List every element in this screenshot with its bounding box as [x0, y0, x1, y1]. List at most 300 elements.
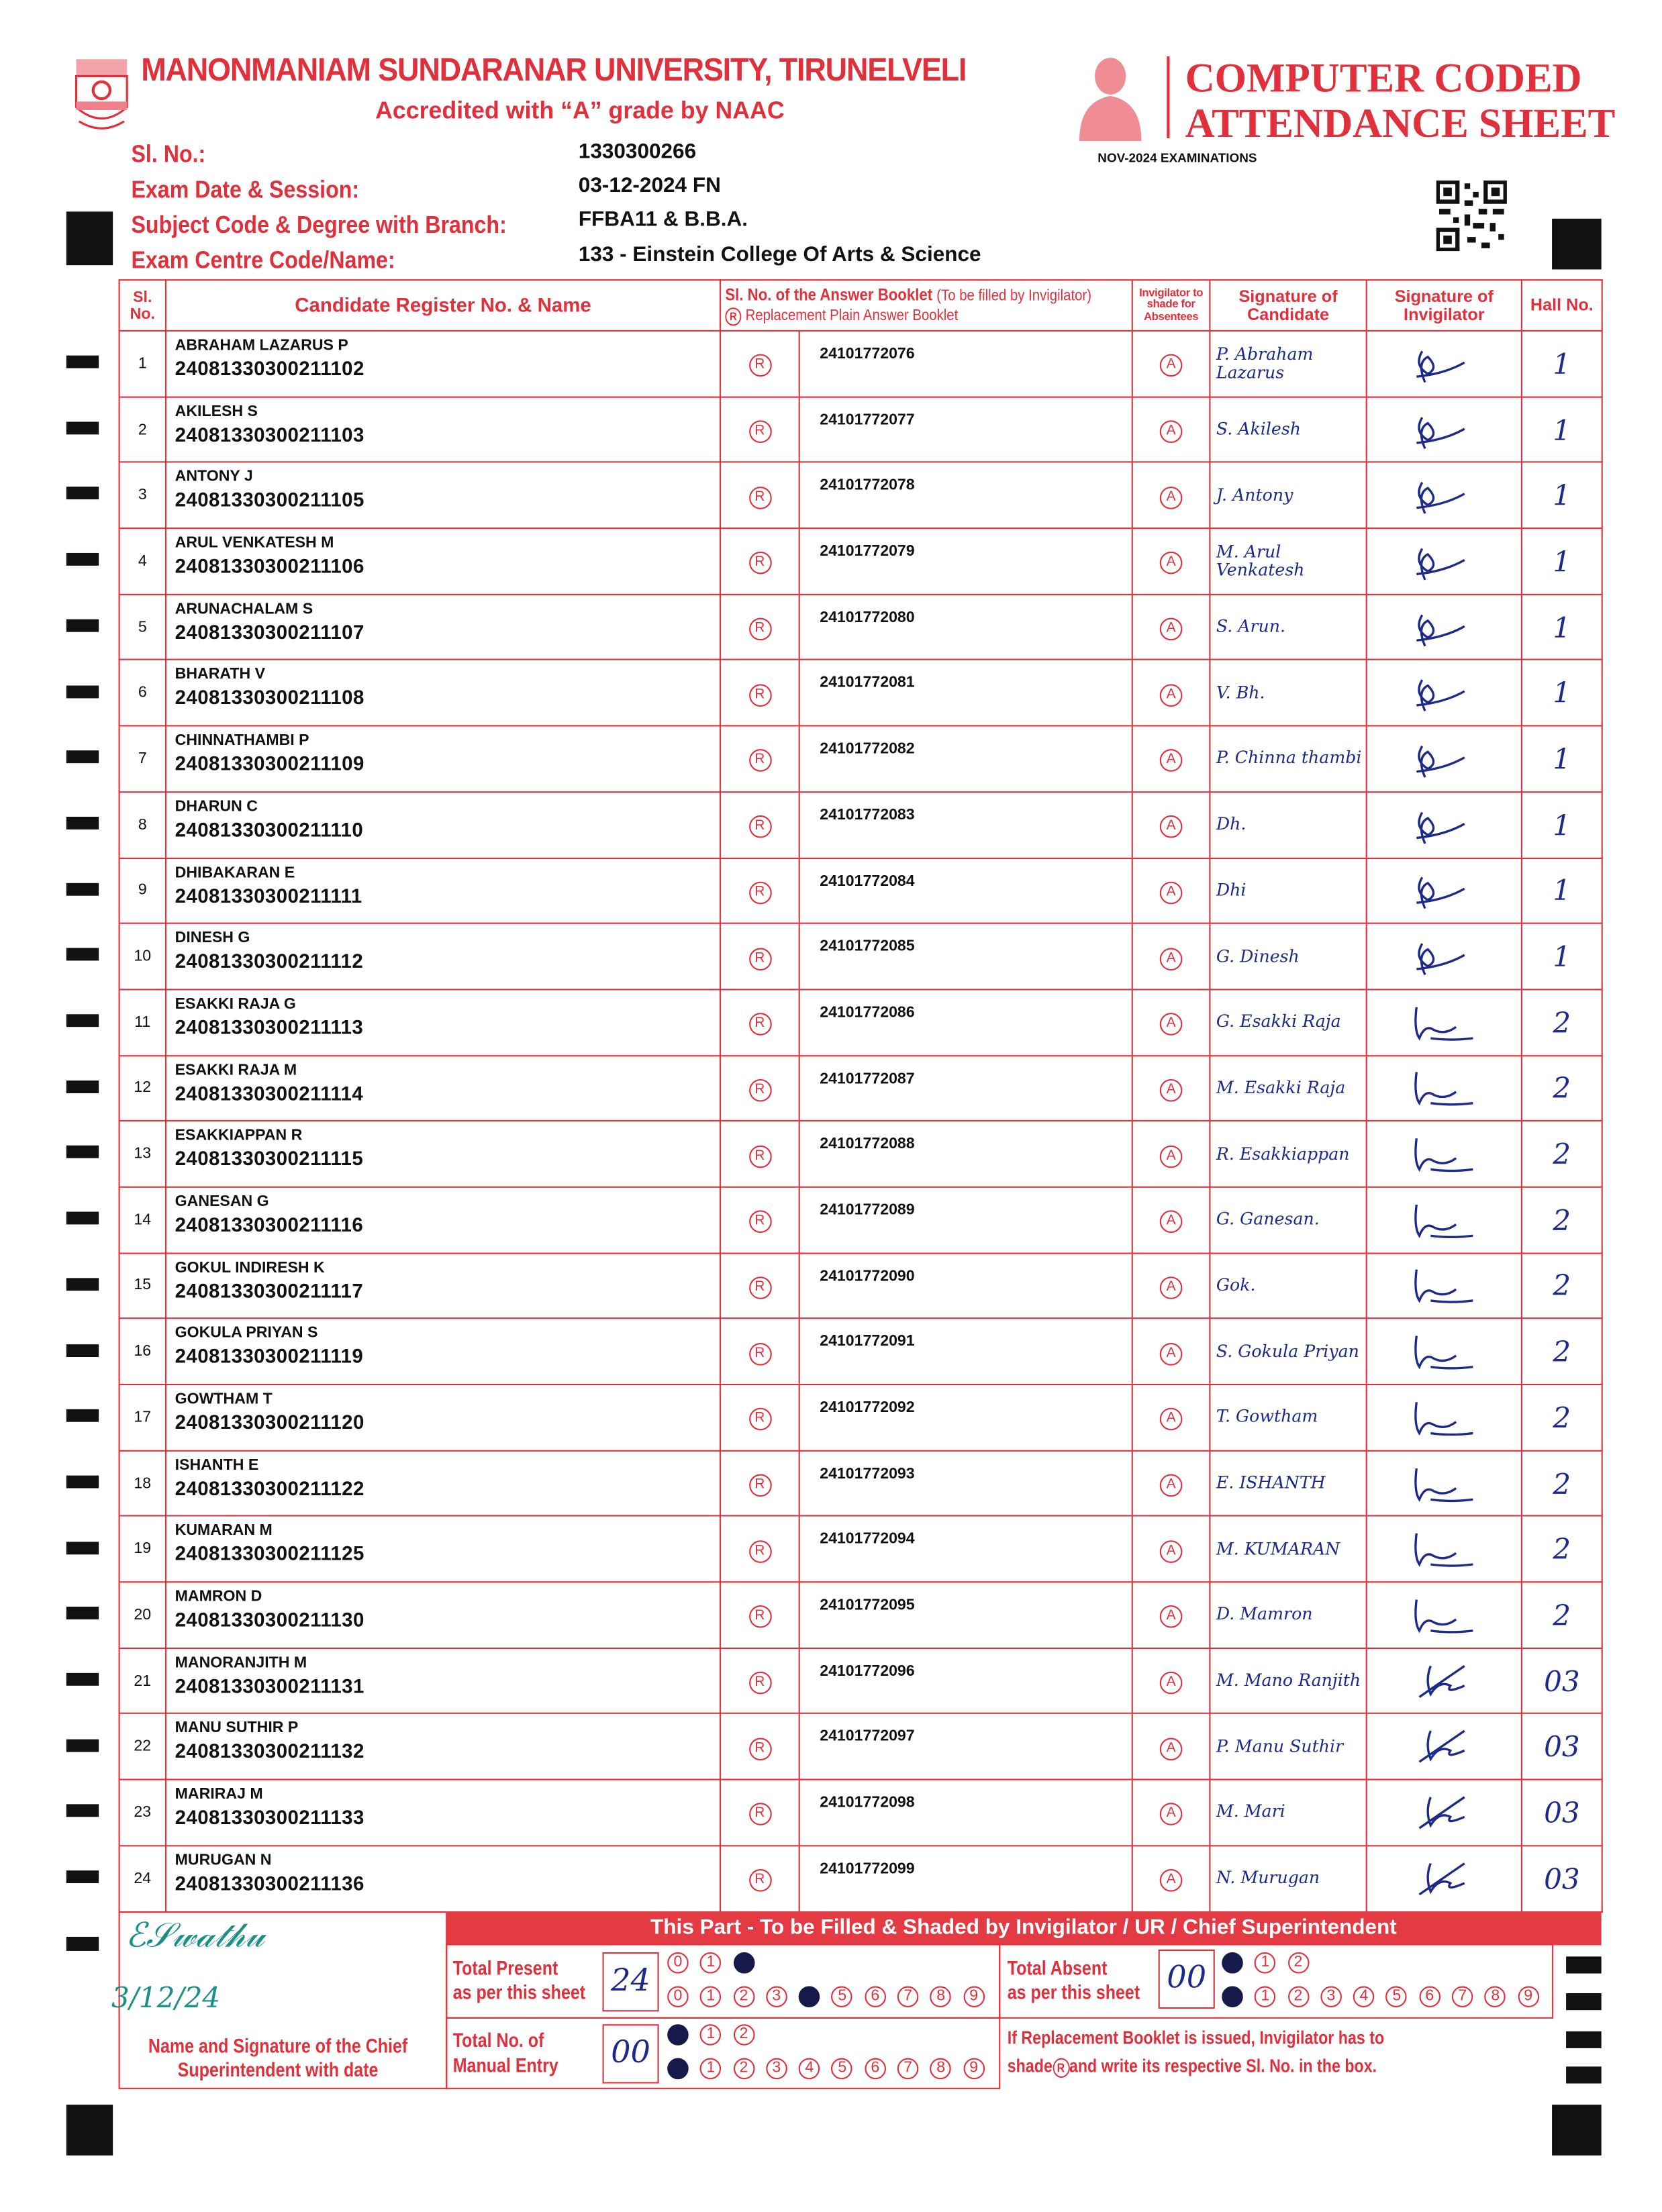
candidate-signature: E. ISHANTH — [1210, 1450, 1366, 1516]
invigilator-signature-cell — [1367, 1055, 1522, 1121]
title-line-2: ATTENDANCE SHEET — [1185, 101, 1616, 147]
digit-bubble-6[interactable]: 6 — [1419, 1986, 1440, 2007]
invigilator-signature — [1402, 1459, 1486, 1507]
booklet-no[interactable]: 24101772086 — [799, 989, 1132, 1055]
hall-no: 2 — [1522, 1385, 1602, 1450]
booklet-no[interactable]: 24101772083 — [799, 792, 1132, 858]
table-row — [119, 1648, 1602, 1714]
booklet-no[interactable]: 24101772084 — [799, 858, 1132, 923]
absent-cell — [1132, 858, 1210, 923]
register-no: 24081330300211109 — [175, 752, 364, 775]
sl-no: 8 — [119, 792, 166, 858]
replacement-bubble[interactable]: R — [748, 552, 771, 575]
replacement-cell — [720, 1319, 799, 1385]
digit-bubble-6[interactable]: 6 — [865, 2058, 886, 2080]
absent-cell — [1132, 1055, 1210, 1121]
candidate-cell — [166, 1648, 720, 1714]
divider — [1167, 56, 1169, 138]
digit-bubble-1[interactable]: 1 — [700, 1952, 722, 1974]
manual-entry-value[interactable]: 00 — [603, 2024, 659, 2083]
booklet-no[interactable]: 24101772099 — [799, 1846, 1132, 1911]
candidate-cell — [166, 923, 720, 989]
candidate-signature: P. Abraham Lazarus — [1210, 331, 1366, 397]
register-no: 24081330300211132 — [175, 1740, 364, 1763]
replacement-bubble[interactable]: R — [748, 354, 771, 377]
candidate-signature: G. Dinesh — [1210, 923, 1366, 989]
invigilator-signature-cell — [1367, 726, 1522, 792]
total-present-section — [446, 1944, 1000, 2018]
exam-date-value: 03-12-2024 FN — [578, 173, 721, 198]
centre-label: Exam Centre Code/Name: — [131, 246, 395, 274]
sl-no: 16 — [119, 1319, 166, 1385]
invigilator-signature — [1402, 1591, 1486, 1639]
absent-bubble[interactable]: A — [1160, 750, 1183, 772]
invigilator-signature-cell — [1367, 462, 1522, 528]
timing-mark — [66, 1014, 99, 1027]
absent-bubble[interactable]: A — [1160, 1474, 1183, 1497]
total-absent-units-bubbles[interactable] — [1222, 1986, 1551, 2011]
replacement-bubble[interactable]: R — [748, 1079, 771, 1102]
hall-no: 2 — [1522, 1121, 1602, 1187]
digit-bubble-0[interactable]: 0 — [1222, 1952, 1243, 1974]
replacement-bubble[interactable]: R — [748, 750, 771, 772]
invigilator-signature — [1402, 999, 1486, 1046]
total-present-sublabel: as per this sheet — [452, 1980, 586, 2003]
absent-cell — [1132, 1187, 1210, 1253]
hall-no: 2 — [1522, 1516, 1602, 1582]
total-present-units-bubbles[interactable] — [667, 1986, 996, 2011]
booklet-no[interactable]: 24101772080 — [799, 594, 1132, 660]
hall-no: 1 — [1522, 528, 1602, 594]
replacement-bubble[interactable]: R — [748, 1606, 771, 1629]
digit-bubble-4[interactable]: 4 — [799, 1986, 820, 2007]
candidate-signature: J. Antony — [1210, 462, 1366, 528]
digit-bubble-7[interactable]: 7 — [1452, 1986, 1473, 2007]
replacement-cell — [720, 858, 799, 923]
candidate-cell — [166, 1319, 720, 1385]
absent-bubble[interactable]: A — [1160, 1738, 1183, 1760]
absent-cell — [1132, 1385, 1210, 1450]
manual-entry-section — [446, 2017, 1000, 2089]
invigilator-signature-cell — [1367, 1516, 1522, 1582]
invigilator-signature-cell — [1367, 858, 1522, 923]
candidate-cell — [166, 792, 720, 858]
invigilator-signature — [1402, 405, 1486, 453]
table-row — [119, 726, 1602, 792]
digit-bubble-8[interactable]: 8 — [930, 2058, 952, 2080]
replacement-cell — [720, 1055, 799, 1121]
candidate-cell — [166, 1055, 720, 1121]
booklet-no[interactable]: 24101772089 — [799, 1187, 1132, 1253]
digit-bubble-9[interactable]: 9 — [1518, 1986, 1539, 2007]
absent-bubble[interactable]: A — [1160, 1540, 1183, 1563]
booklet-no[interactable]: 24101772082 — [799, 726, 1132, 792]
candidate-name: MURUGAN N — [175, 1852, 272, 1869]
digit-bubble-0[interactable]: 0 — [667, 1986, 689, 2007]
digit-bubble-7[interactable]: 7 — [897, 2058, 919, 2080]
candidate-signature: Gok. — [1210, 1253, 1366, 1319]
total-present-tens-bubbles[interactable] — [667, 1952, 766, 1978]
total-absent-tens-bubbles[interactable] — [1222, 1952, 1320, 1978]
invigilator-signature — [1402, 340, 1486, 387]
candidate-name: MANU SUTHIR P — [175, 1720, 299, 1738]
replacement-bubble[interactable]: R — [748, 1672, 771, 1695]
absent-bubble[interactable]: A — [1160, 1276, 1183, 1299]
replacement-cell — [720, 1450, 799, 1516]
register-no: 24081330300211113 — [175, 1015, 364, 1038]
candidate-signature: V. Bh. — [1210, 660, 1366, 726]
hall-no: 1 — [1522, 660, 1602, 726]
digit-bubble-0[interactable]: 0 — [1222, 1986, 1243, 2007]
booklet-no[interactable]: 24101772091 — [799, 1319, 1132, 1385]
candidate-name: MAMRON D — [175, 1588, 262, 1606]
header-booklet-line2 — [725, 305, 1083, 325]
absent-cell — [1132, 594, 1210, 660]
table-row — [119, 660, 1602, 726]
digit-bubble-2[interactable]: 2 — [733, 1952, 754, 1974]
booklet-no[interactable]: 24101772093 — [799, 1450, 1132, 1516]
replacement-bubble[interactable]: R — [748, 1276, 771, 1299]
exam-date-label: Exam Date & Session: — [131, 176, 360, 203]
absent-cell — [1132, 1319, 1210, 1385]
booklet-no[interactable]: 24101772085 — [799, 923, 1132, 989]
digit-bubble-9[interactable]: 9 — [963, 1986, 985, 2007]
digit-bubble-1[interactable]: 1 — [1255, 1986, 1276, 2007]
replacement-bubble[interactable]: R — [748, 1013, 771, 1036]
absent-cell — [1132, 462, 1210, 528]
invigilator-signature — [1402, 1327, 1486, 1375]
absent-bubble[interactable]: A — [1160, 1803, 1183, 1826]
register-no: 24081330300211111 — [175, 883, 362, 907]
replacement-cell — [720, 1582, 799, 1648]
hall-no: 2 — [1522, 1187, 1602, 1253]
digit-bubble-3[interactable]: 3 — [1320, 1986, 1342, 2007]
digit-bubble-1[interactable]: 1 — [700, 2024, 722, 2046]
replacement-bubble[interactable]: R — [748, 420, 771, 443]
absent-bubble[interactable]: A — [1160, 420, 1183, 443]
sl-no: 11 — [119, 989, 166, 1055]
absent-cell — [1132, 1582, 1210, 1648]
register-no: 24081330300211117 — [175, 1278, 364, 1302]
digit-bubble-2[interactable]: 2 — [733, 1986, 754, 2007]
candidate-cell — [166, 726, 720, 792]
chief-superintendent-box — [111, 1911, 448, 2089]
invigilator-signature-cell — [1367, 923, 1522, 989]
digit-bubble-2[interactable]: 2 — [1287, 1986, 1309, 2007]
booklet-no[interactable]: 24101772078 — [799, 462, 1132, 528]
absent-cell — [1132, 660, 1210, 726]
founder-portrait — [1068, 54, 1153, 141]
candidate-cell — [166, 397, 720, 462]
absent-bubble[interactable]: A — [1160, 881, 1183, 904]
booklet-no[interactable]: 24101772092 — [799, 1385, 1132, 1450]
hall-no: 2 — [1522, 989, 1602, 1055]
absent-bubble[interactable]: A — [1160, 947, 1183, 970]
total-absent-value[interactable]: 00 — [1159, 1950, 1215, 2009]
absent-cell — [1132, 397, 1210, 462]
note-rest: and write its respective Sl. No. in the box. — [1069, 2055, 1377, 2076]
invigilator-signature-cell — [1367, 1253, 1522, 1319]
absent-bubble[interactable]: A — [1160, 487, 1183, 509]
university-name: MANONMANIAM SUNDARANAR UNIVERSITY, TIRUNELVELI — [141, 50, 967, 88]
digit-bubble-1[interactable]: 1 — [700, 2058, 722, 2080]
invigilator-signature-cell — [1367, 660, 1522, 726]
candidate-signature: G. Esakki Raja — [1210, 989, 1366, 1055]
booklet-no[interactable]: 24101772088 — [799, 1121, 1132, 1187]
absent-cell — [1132, 1648, 1210, 1714]
digit-bubble-1[interactable]: 1 — [700, 1986, 722, 2007]
booklet-no[interactable]: 24101772097 — [799, 1714, 1132, 1780]
table-row — [119, 1582, 1602, 1648]
replacement-icon: R — [1053, 2058, 1069, 2078]
replacement-note-1: If Replacement Booklet is issued, Invigilator has to — [1007, 2027, 1385, 2048]
absent-bubble[interactable]: A — [1160, 815, 1183, 838]
digit-bubble-0[interactable]: 0 — [667, 2058, 689, 2080]
candidate-cell — [166, 989, 720, 1055]
sl-no: 15 — [119, 1253, 166, 1319]
replacement-bubble[interactable]: R — [748, 815, 771, 838]
table-row — [119, 858, 1602, 923]
digit-bubble-8[interactable]: 8 — [930, 1986, 952, 2007]
register-no: 24081330300211116 — [175, 1213, 364, 1236]
candidate-cell — [166, 1385, 720, 1450]
absent-cell — [1132, 1253, 1210, 1319]
digit-bubble-2[interactable]: 2 — [733, 2058, 754, 2080]
header-booklet-note: (To be filled by Invigilator) — [936, 287, 1092, 304]
register-no: 24081330300211106 — [175, 554, 364, 577]
timing-mark — [1552, 219, 1602, 270]
candidate-name: GOWTHAM T — [175, 1391, 273, 1408]
sl-no: 24 — [119, 1846, 166, 1911]
invigilator-signature — [1402, 1130, 1486, 1178]
replacement-bubble[interactable]: R — [748, 1408, 771, 1431]
timing-mark — [66, 619, 99, 632]
timing-mark — [66, 1607, 99, 1620]
invigilator-signature-cell — [1367, 989, 1522, 1055]
replacement-bubble[interactable]: R — [748, 1540, 771, 1563]
absent-bubble[interactable]: A — [1160, 1145, 1183, 1168]
invigilator-signature — [1402, 538, 1486, 585]
digit-bubble-8[interactable]: 8 — [1485, 1986, 1506, 2007]
timing-mark — [66, 751, 99, 764]
sl-no: 9 — [119, 858, 166, 923]
booklet-no[interactable]: 24101772095 — [799, 1582, 1132, 1648]
candidate-signature: T. Gowtham — [1210, 1385, 1366, 1450]
replacement-cell — [720, 1516, 799, 1582]
digit-bubble-2[interactable]: 2 — [1287, 1952, 1309, 1974]
timing-mark — [66, 487, 99, 500]
digit-bubble-5[interactable]: 5 — [832, 2058, 853, 2080]
header-booklet-line1 — [725, 284, 1092, 305]
replacement-cell — [720, 1714, 799, 1780]
digit-bubble-1[interactable]: 1 — [1255, 1952, 1276, 1974]
register-no: 24081330300211103 — [175, 422, 364, 446]
absent-bubble[interactable]: A — [1160, 684, 1183, 707]
absent-bubble[interactable]: A — [1160, 1013, 1183, 1036]
register-no: 24081330300211125 — [175, 1542, 364, 1565]
booklet-no[interactable]: 24101772094 — [799, 1516, 1132, 1582]
hall-no: 03 — [1522, 1714, 1602, 1780]
replacement-bubble[interactable]: R — [748, 618, 771, 641]
booklet-no[interactable]: 24101772079 — [799, 528, 1132, 594]
invigilator-signature-cell — [1367, 1648, 1522, 1714]
absent-bubble[interactable]: A — [1160, 618, 1183, 641]
candidate-signature: R. Esakkiappan — [1210, 1121, 1366, 1187]
manual-tens-bubbles[interactable] — [667, 2024, 766, 2050]
total-absent-label: Total Absent — [1007, 1956, 1108, 1979]
candidate-name: ESAKKI RAJA M — [175, 1061, 297, 1079]
digit-bubble-3[interactable]: 3 — [766, 2058, 787, 2080]
digit-bubble-7[interactable]: 7 — [897, 1986, 919, 2007]
timing-mark — [66, 1146, 99, 1159]
instruction-banner: This Part - To be Filled & Shaded by Invigilator / UR / Chief Superintendent — [446, 1911, 1601, 1945]
digit-bubble-2[interactable]: 2 — [733, 2024, 754, 2046]
replacement-bubble[interactable]: R — [748, 487, 771, 509]
digit-bubble-0[interactable]: 0 — [667, 1952, 689, 1974]
register-no: 24081330300211136 — [175, 1871, 364, 1895]
register-no: 24081330300211133 — [175, 1805, 364, 1829]
table-row — [119, 1253, 1602, 1319]
replacement-cell — [720, 1648, 799, 1714]
table-row — [119, 528, 1602, 594]
chief-label: Name and Signature of the Chief Superintendent with date — [148, 2033, 408, 2081]
replacement-bubble[interactable]: R — [748, 1211, 771, 1234]
table-row — [119, 1055, 1602, 1121]
digit-bubble-0[interactable]: 0 — [667, 2024, 689, 2046]
replacement-bubble[interactable]: R — [748, 947, 771, 970]
register-no: 24081330300211110 — [175, 817, 364, 841]
replacement-cell — [720, 792, 799, 858]
timing-mark — [66, 1542, 99, 1554]
candidate-signature: G. Ganesan. — [1210, 1187, 1366, 1253]
replacement-cell — [720, 660, 799, 726]
total-present-label: Total Present — [452, 1956, 558, 1979]
replacement-bubble[interactable]: R — [748, 684, 771, 707]
absent-bubble[interactable]: A — [1160, 1672, 1183, 1695]
booklet-no[interactable]: 24101772087 — [799, 1055, 1132, 1121]
digit-bubble-5[interactable]: 5 — [832, 1986, 853, 2007]
absent-bubble[interactable]: A — [1160, 1342, 1183, 1365]
invigilator-signature — [1402, 471, 1486, 519]
booklet-no[interactable]: 24101772098 — [799, 1780, 1132, 1846]
sl-no: 3 — [119, 462, 166, 528]
replacement-bubble[interactable]: R — [748, 881, 771, 904]
candidate-signature: S. Gokula Priyan — [1210, 1319, 1366, 1385]
timing-mark — [66, 1870, 99, 1883]
sl-no: 5 — [119, 594, 166, 660]
replacement-bubble[interactable]: R — [748, 1342, 771, 1365]
booklet-no[interactable]: 24101772081 — [799, 660, 1132, 726]
absent-bubble[interactable]: A — [1160, 1869, 1183, 1892]
timing-mark — [66, 356, 99, 368]
sl-no: 20 — [119, 1582, 166, 1648]
register-no: 24081330300211107 — [175, 620, 364, 643]
register-no: 24081330300211131 — [175, 1674, 364, 1697]
absent-cell — [1132, 528, 1210, 594]
timing-mark — [66, 1344, 99, 1356]
header-hall: Hall No. — [1522, 280, 1602, 331]
booklet-no[interactable]: 24101772096 — [799, 1648, 1132, 1714]
invigilator-signature-cell — [1367, 1450, 1522, 1516]
replacement-bubble[interactable]: R — [748, 1474, 771, 1497]
sl-no: 1 — [119, 331, 166, 397]
absent-bubble[interactable]: A — [1160, 552, 1183, 575]
booklet-no[interactable]: 24101772090 — [799, 1253, 1132, 1319]
timing-mark — [1566, 1993, 1602, 2010]
absent-bubble[interactable]: A — [1160, 1606, 1183, 1629]
candidate-signature: N. Murugan — [1210, 1846, 1366, 1911]
hall-no: 03 — [1522, 1780, 1602, 1846]
candidate-cell — [166, 462, 720, 528]
manual-units-bubbles[interactable] — [667, 2058, 996, 2084]
absent-bubble[interactable]: A — [1160, 354, 1183, 377]
candidate-cell — [166, 1516, 720, 1582]
replacement-bubble[interactable]: R — [748, 1145, 771, 1168]
absent-bubble[interactable]: A — [1160, 1211, 1183, 1234]
digit-bubble-6[interactable]: 6 — [865, 1986, 886, 2007]
booklet-no[interactable]: 24101772077 — [799, 397, 1132, 462]
invigilator-signature — [1402, 735, 1486, 783]
centre-value: 133 - Einstein College Of Arts & Science — [578, 242, 981, 267]
absent-bubble[interactable]: A — [1160, 1079, 1183, 1102]
sl-no: 21 — [119, 1648, 166, 1714]
sl-no: 7 — [119, 726, 166, 792]
sl-no: 23 — [119, 1780, 166, 1846]
replacement-bubble[interactable]: R — [748, 1803, 771, 1826]
digit-bubble-9[interactable]: 9 — [963, 2058, 985, 2080]
table-row — [119, 1319, 1602, 1385]
table-row — [119, 1714, 1602, 1780]
total-present-value[interactable]: 24 — [603, 1952, 659, 2011]
digit-bubble-5[interactable]: 5 — [1386, 1986, 1408, 2007]
digit-bubble-4[interactable]: 4 — [1353, 1986, 1375, 2007]
replacement-bubble[interactable]: R — [748, 1738, 771, 1760]
sl-no: 2 — [119, 397, 166, 462]
sl-no: 13 — [119, 1121, 166, 1187]
sl-no-value: 1330300266 — [578, 140, 697, 164]
sl-no: 17 — [119, 1385, 166, 1450]
register-no: 24081330300211102 — [175, 356, 364, 380]
register-no: 24081330300211105 — [175, 489, 364, 511]
sl-no: 18 — [119, 1450, 166, 1516]
candidate-cell — [166, 1846, 720, 1911]
subject-label: Subject Code & Degree with Branch: — [131, 211, 507, 239]
table-row — [119, 1450, 1602, 1516]
sl-no: 12 — [119, 1055, 166, 1121]
candidate-name: ABRAHAM LAZARUS P — [175, 337, 348, 354]
candidate-signature: D. Mamron — [1210, 1582, 1366, 1648]
digit-bubble-4[interactable]: 4 — [799, 2058, 820, 2080]
candidate-name: ARUL VENKATESH M — [175, 534, 334, 552]
replacement-note-2 — [1008, 2055, 1377, 2078]
hall-no: 1 — [1522, 858, 1602, 923]
replacement-cell — [720, 1780, 799, 1846]
candidate-name: ISHANTH E — [175, 1456, 259, 1474]
booklet-no[interactable]: 24101772076 — [799, 331, 1132, 397]
replacement-bubble[interactable]: R — [748, 1869, 771, 1892]
candidate-name: DHIBAKARAN E — [175, 864, 295, 881]
absent-bubble[interactable]: A — [1160, 1408, 1183, 1431]
sl-no: 19 — [119, 1516, 166, 1582]
qr-code — [1436, 181, 1507, 251]
absent-cell — [1132, 1714, 1210, 1780]
chief-date: 3/12/24 — [111, 1980, 221, 2015]
candidate-name: GANESAN G — [175, 1193, 269, 1211]
replacement-cell — [720, 1385, 799, 1450]
digit-bubble-3[interactable]: 3 — [766, 1986, 787, 2007]
hall-no: 2 — [1522, 1055, 1602, 1121]
candidate-cell — [166, 1714, 720, 1780]
